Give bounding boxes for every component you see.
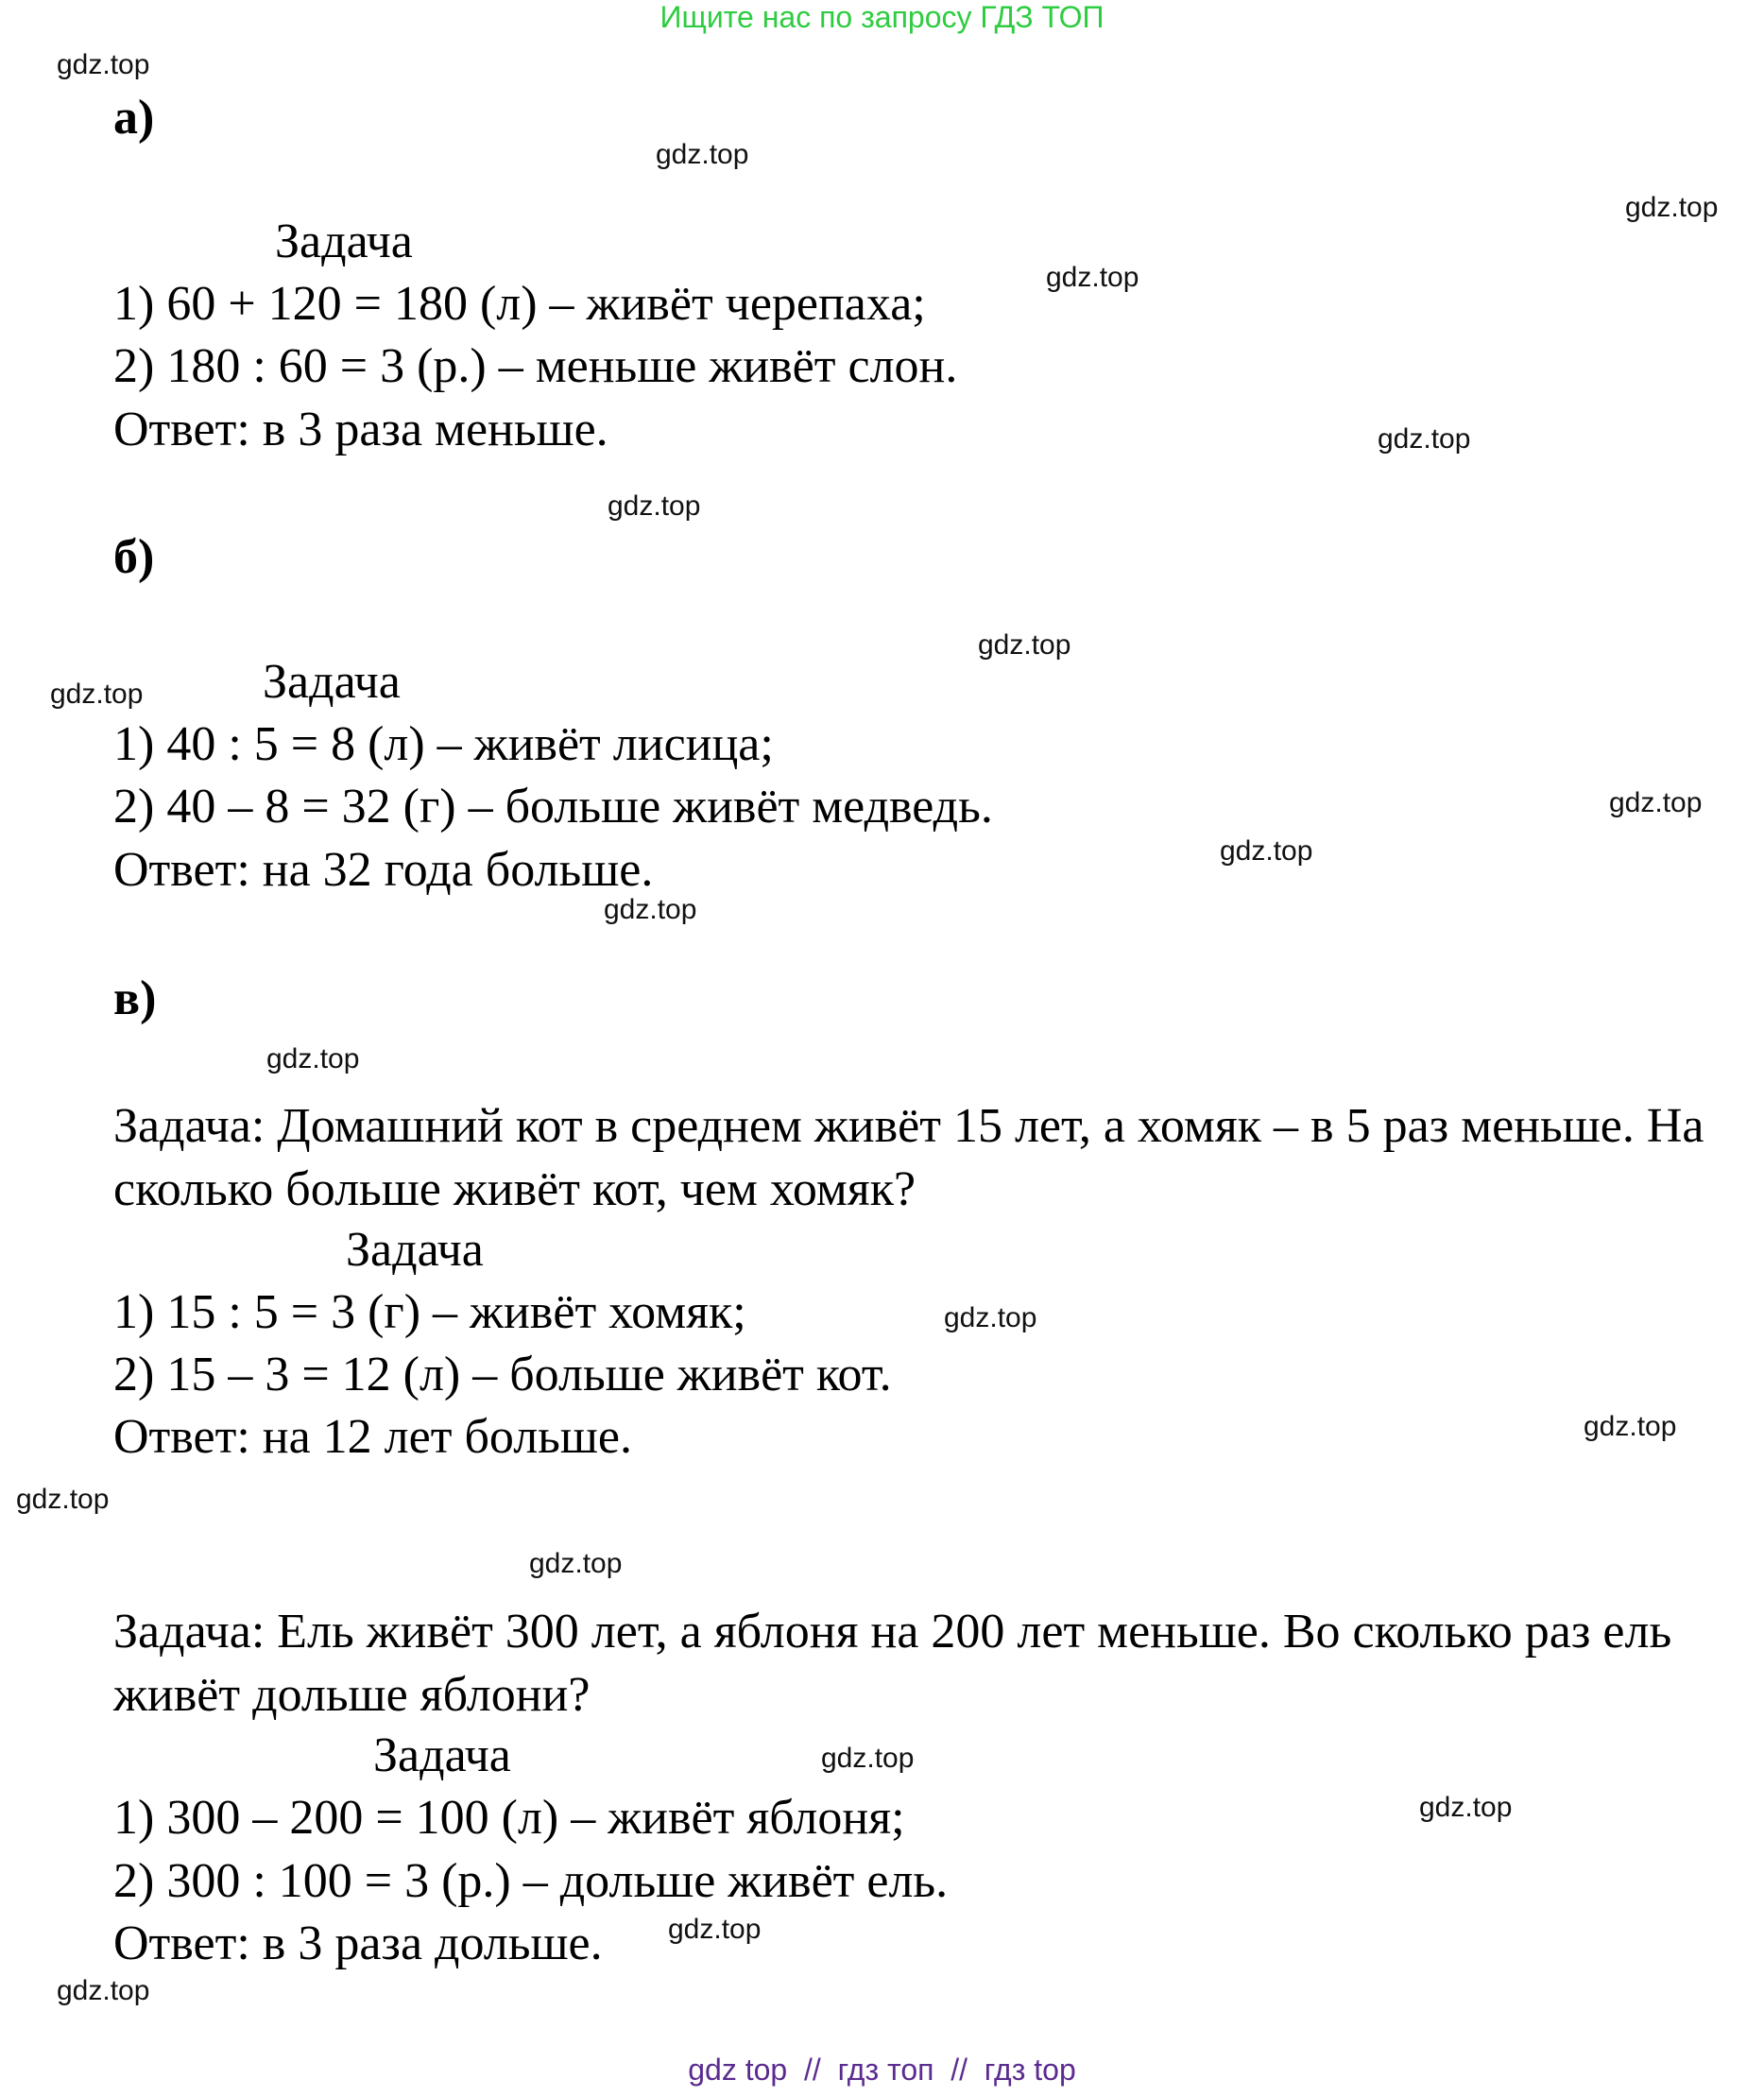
footer-link-gdz-top-ru[interactable]: гдз топ [837, 2053, 934, 2087]
watermark: gdz.top [57, 49, 150, 80]
watermark: gdz.top [1378, 423, 1471, 455]
solution-step-2: 2) 40 – 8 = 32 (г) – больше живёт медведь. [113, 780, 993, 834]
answer: Ответ: на 32 года больше. [113, 843, 654, 897]
watermark: gdz.top [1609, 787, 1703, 818]
watermark: gdz.top [529, 1548, 623, 1579]
footer-link-gdz-top-mixed[interactable]: гдз top [984, 2053, 1076, 2087]
footer-link-gdz-top[interactable]: gdz top [688, 2053, 788, 2087]
section-label-b: б) [113, 530, 155, 584]
solution-step-1: 1) 15 : 5 = 3 (г) – живёт хомяк; [113, 1285, 746, 1339]
watermark: gdz.top [1419, 1792, 1513, 1823]
search-banner: Ищите нас по запросу ГДЗ ТОП [659, 0, 1105, 34]
footer-separator: // [933, 2053, 985, 2087]
watermark: gdz.top [944, 1302, 1037, 1333]
watermark: gdz.top [1046, 262, 1139, 293]
watermark: gdz.top [821, 1743, 915, 1774]
solution-step-1: 1) 60 + 120 = 180 (л) – живёт черепаха; [113, 277, 926, 331]
solution-step-1: 1) 300 – 200 = 100 (л) – живёт яблоня; [113, 1791, 905, 1845]
watermark: gdz.top [978, 629, 1071, 661]
task-heading: Задача [275, 215, 413, 268]
answer: Ответ: в 3 раза меньше. [113, 403, 608, 456]
solution-step-1: 1) 40 : 5 = 8 (л) – живёт лисица; [113, 717, 774, 771]
watermark: gdz.top [608, 490, 701, 522]
problem-statement: Задача: Ель живёт 300 лет, а яблоня на 200 лет меньше. Во сколько раз ель живёт дольше яблони? [113, 1605, 1672, 1722]
watermark: gdz.top [57, 1975, 150, 2006]
watermark: gdz.top [668, 1914, 762, 1945]
task-heading: Задача [346, 1223, 484, 1277]
answer: Ответ: в 3 раза дольше. [113, 1917, 603, 1970]
watermark: gdz.top [604, 894, 697, 925]
solution-step-2: 2) 180 : 60 = 3 (р.) – меньше живёт слон. [113, 339, 958, 393]
watermark: gdz.top [1220, 835, 1313, 867]
task-heading: Задача [373, 1728, 511, 1782]
solution-step-2: 2) 15 – 3 = 12 (л) – больше живёт кот. [113, 1348, 892, 1401]
task-heading: Задача [263, 655, 401, 709]
section-label-a: а) [113, 91, 155, 145]
footer-links [0, 2053, 1764, 2087]
solution-step-2: 2) 300 : 100 = 3 (р.) – дольше живёт ель. [113, 1854, 949, 1908]
answer: Ответ: на 12 лет больше. [113, 1410, 632, 1464]
section-label-v: в) [113, 971, 157, 1025]
problem-statement: Задача: Домашний кот в среднем живёт 15 лет, а хомяк – в 5 раз меньше. На сколько больше живёт кот, чем хомяк? [113, 1099, 1704, 1216]
watermark: gdz.top [50, 679, 144, 710]
watermark: gdz.top [16, 1484, 110, 1515]
watermark: gdz.top [656, 139, 749, 170]
footer-separator: // [787, 2053, 838, 2087]
watermark: gdz.top [266, 1043, 360, 1074]
watermark: gdz.top [1584, 1411, 1677, 1442]
watermark: gdz.top [1625, 192, 1719, 223]
